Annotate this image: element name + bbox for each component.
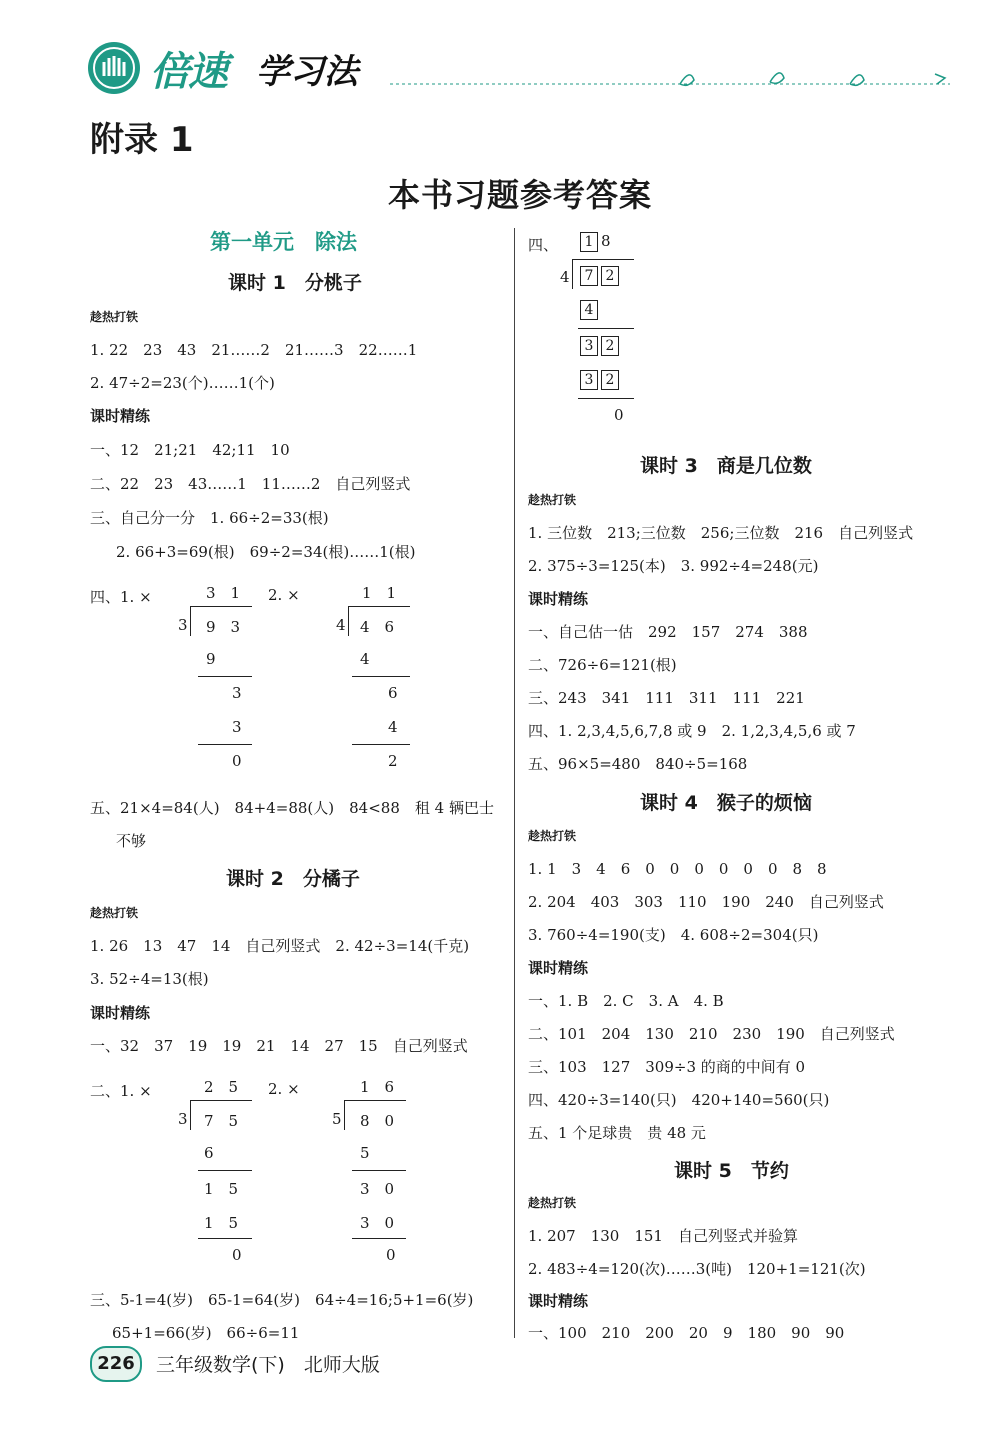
ld-divisor: 5 <box>332 1110 342 1128</box>
l3-line-d: 四、1. 2,3,4,5,6,7,8 或 9 2. 1,2,3,4,5,6 或 7 <box>528 722 856 740</box>
l1-line-f2: 不够 <box>116 832 147 850</box>
l4-line1: 1. 1 3 4 6 0 0 0 0 0 0 8 8 <box>528 860 827 878</box>
header-decoration-icon <box>390 62 955 92</box>
ld-divisor: 3 <box>178 1110 188 1128</box>
ld-step: 5 <box>360 1144 370 1162</box>
ld-quotient: 1 1 <box>362 584 397 602</box>
l5-line-a: 一、100 210 200 20 9 180 90 90 <box>528 1324 845 1342</box>
l2-line-d: 65+1=66(岁) 66÷6=11 <box>112 1324 300 1342</box>
long-division-1 <box>176 582 256 782</box>
ld-step: 6 <box>204 1144 214 1162</box>
l1-section-warmup: 趁热打铁 <box>90 310 139 324</box>
l2-line2: 3. 52÷4=13(根) <box>90 970 209 988</box>
l3-section-warmup: 趁热打铁 <box>528 493 577 507</box>
l4-line-a: 一、1. B 2. C 3. A 4. B <box>528 992 724 1010</box>
ld-dividend: 9 3 <box>206 618 241 636</box>
ld-quotient: 1 6 <box>360 1078 395 1096</box>
answer-box: 4 <box>580 300 598 320</box>
answer-box: 2 <box>601 370 619 390</box>
l3-line-b: 二、726÷6=121(根) <box>528 656 677 674</box>
l1-line1: 1. 22 23 43 21……2 21……3 22……1 <box>90 341 418 359</box>
ld-step: 4 <box>388 718 398 736</box>
l1-line-d: 2. 66+3=69(根) 69÷2=34(根)……1(根) <box>116 543 416 561</box>
l3-line-e: 五、96×5=480 840÷5=168 <box>528 755 748 773</box>
l5-section-warmup: 趁热打铁 <box>528 1196 577 1210</box>
ld-remainder: 2 <box>388 752 398 770</box>
ld-quotient: 2 5 <box>204 1078 239 1096</box>
answer-box: 3 <box>580 370 598 390</box>
l3-line-a: 一、自己估一估 292 157 274 388 <box>528 623 808 641</box>
long-division-2 <box>334 582 414 782</box>
ld-step: 9 <box>206 650 216 668</box>
ld-dividend: 8 0 <box>360 1112 395 1130</box>
ld-step: 1 5 <box>204 1180 239 1198</box>
logo-text-b: 学习法 <box>256 52 358 92</box>
l4-line-e: 五、1 个足球贵 贵 48 元 <box>528 1124 706 1142</box>
ld-remainder: 0 <box>232 1246 242 1264</box>
ld-step: 1 5 <box>204 1214 239 1232</box>
column-divider <box>514 228 515 1338</box>
l3-line2: 2. 375÷3=125(本) 3. 992÷4=248(元) <box>528 557 819 575</box>
logo-text-a: 倍速 <box>150 49 226 95</box>
long-division-3 <box>176 1076 256 1276</box>
l2-line1: 1. 26 13 47 14 自己列竖式 2. 42÷3=14(千克) <box>90 937 470 955</box>
l5-line1: 1. 207 130 151 自己列竖式并验算 <box>528 1227 798 1245</box>
answer-box: 3 <box>580 336 598 356</box>
unit-title: 第一单元 除法 <box>210 230 357 254</box>
l4-line2: 2. 204 403 303 110 190 240 自己列竖式 <box>528 893 884 911</box>
l4-section-warmup: 趁热打铁 <box>528 829 577 843</box>
lesson1-title: 课时 1 分桃子 <box>228 272 362 294</box>
ld-step: 3 0 <box>360 1180 395 1198</box>
ld-step: 6 <box>388 684 398 702</box>
l1-line-c: 三、自己分一分 1. 66÷2=33(根) <box>90 509 329 527</box>
l4-line-b: 二、101 204 130 210 230 190 自己列竖式 <box>528 1025 895 1043</box>
answer-box: 2 <box>601 336 619 356</box>
logo <box>88 40 388 96</box>
l2-line-c: 三、5-1=4(岁) 65-1=64(岁) 64÷4=16;5+1=6(岁) <box>90 1291 474 1309</box>
l1-line-b: 二、22 23 43……1 11……2 自己列竖式 <box>90 475 411 493</box>
ld-quotient-digit: 8 <box>601 232 611 250</box>
l1-line-e2: 2. × <box>268 586 300 604</box>
l3-section-practice: 课时精练 <box>528 590 589 608</box>
l2-line-b1: 二、1. × <box>90 1082 152 1100</box>
l3-line-c: 三、243 341 111 311 111 221 <box>528 689 805 707</box>
ld-divisor: 4 <box>560 268 570 286</box>
lesson5-title: 课时 5 节约 <box>674 1160 789 1182</box>
ld-divisor: 3 <box>178 616 188 634</box>
l5-line2: 2. 483÷4=120(次)……3(吨) 120+1=121(次) <box>528 1260 866 1278</box>
l1-line-a: 一、12 21;21 42;11 10 <box>90 441 290 459</box>
answer-box: 7 <box>580 266 598 286</box>
ld-dividend: 4 6 <box>360 618 395 636</box>
ld-remainder: 0 <box>386 1246 396 1264</box>
page-title: 本书习题参考答案 <box>387 176 652 214</box>
l1-line2: 2. 47÷2=23(个)……1(个) <box>90 374 275 392</box>
ld-dividend: 7 5 <box>204 1112 239 1130</box>
r-si-label: 四、 <box>528 236 559 254</box>
l2-section-practice: 课时精练 <box>90 1004 151 1022</box>
ld-divisor: 4 <box>336 616 346 634</box>
ld-quotient: 3 1 <box>206 584 241 602</box>
l2-section-warmup: 趁热打铁 <box>90 906 139 920</box>
l3-line1: 1. 三位数 213;三位数 256;三位数 216 自己列竖式 <box>528 524 914 542</box>
lesson4-title: 课时 4 猴子的烦恼 <box>640 792 812 814</box>
l2-line-a: 一、32 37 19 19 21 14 27 15 自己列竖式 <box>90 1037 468 1055</box>
answer-box: 2 <box>601 266 619 286</box>
l4-line3: 3. 760÷4=190(支) 4. 608÷2=304(只) <box>528 926 819 944</box>
footer-book-title: 三年级数学(下) 北师大版 <box>156 1354 380 1376</box>
ld-remainder: 0 <box>614 406 624 424</box>
ld-remainder: 0 <box>232 752 242 770</box>
l5-section-practice: 课时精练 <box>528 1292 589 1310</box>
appendix-heading: 附录 1 <box>90 120 194 160</box>
l1-line-e1: 四、1. × <box>90 588 152 606</box>
answer-box: 1 <box>580 232 598 252</box>
l1-section-practice: 课时精练 <box>90 407 151 425</box>
l4-section-practice: 课时精练 <box>528 959 589 977</box>
ld-step: 3 <box>232 684 242 702</box>
lesson3-title: 课时 3 商是几位数 <box>640 455 812 477</box>
logo-emblem-icon <box>88 42 140 94</box>
l4-line-c: 三、103 127 309÷3 的商的中间有 0 <box>528 1058 806 1076</box>
long-division-4 <box>330 1076 410 1276</box>
ld-step: 3 0 <box>360 1214 395 1232</box>
lesson2-title: 课时 2 分橘子 <box>226 868 360 890</box>
boxed-long-division <box>558 232 648 432</box>
l4-line-d: 四、420÷3=140(只) 420+140=560(只) <box>528 1091 830 1109</box>
ld-step: 3 <box>232 718 242 736</box>
ld-step: 4 <box>360 650 370 668</box>
page-number: 226 <box>90 1346 142 1382</box>
l1-line-f: 五、21×4=84(人) 84+4=88(人) 84<88 租 4 辆巴士 <box>90 799 494 817</box>
l2-line-b2: 2. × <box>268 1080 300 1098</box>
